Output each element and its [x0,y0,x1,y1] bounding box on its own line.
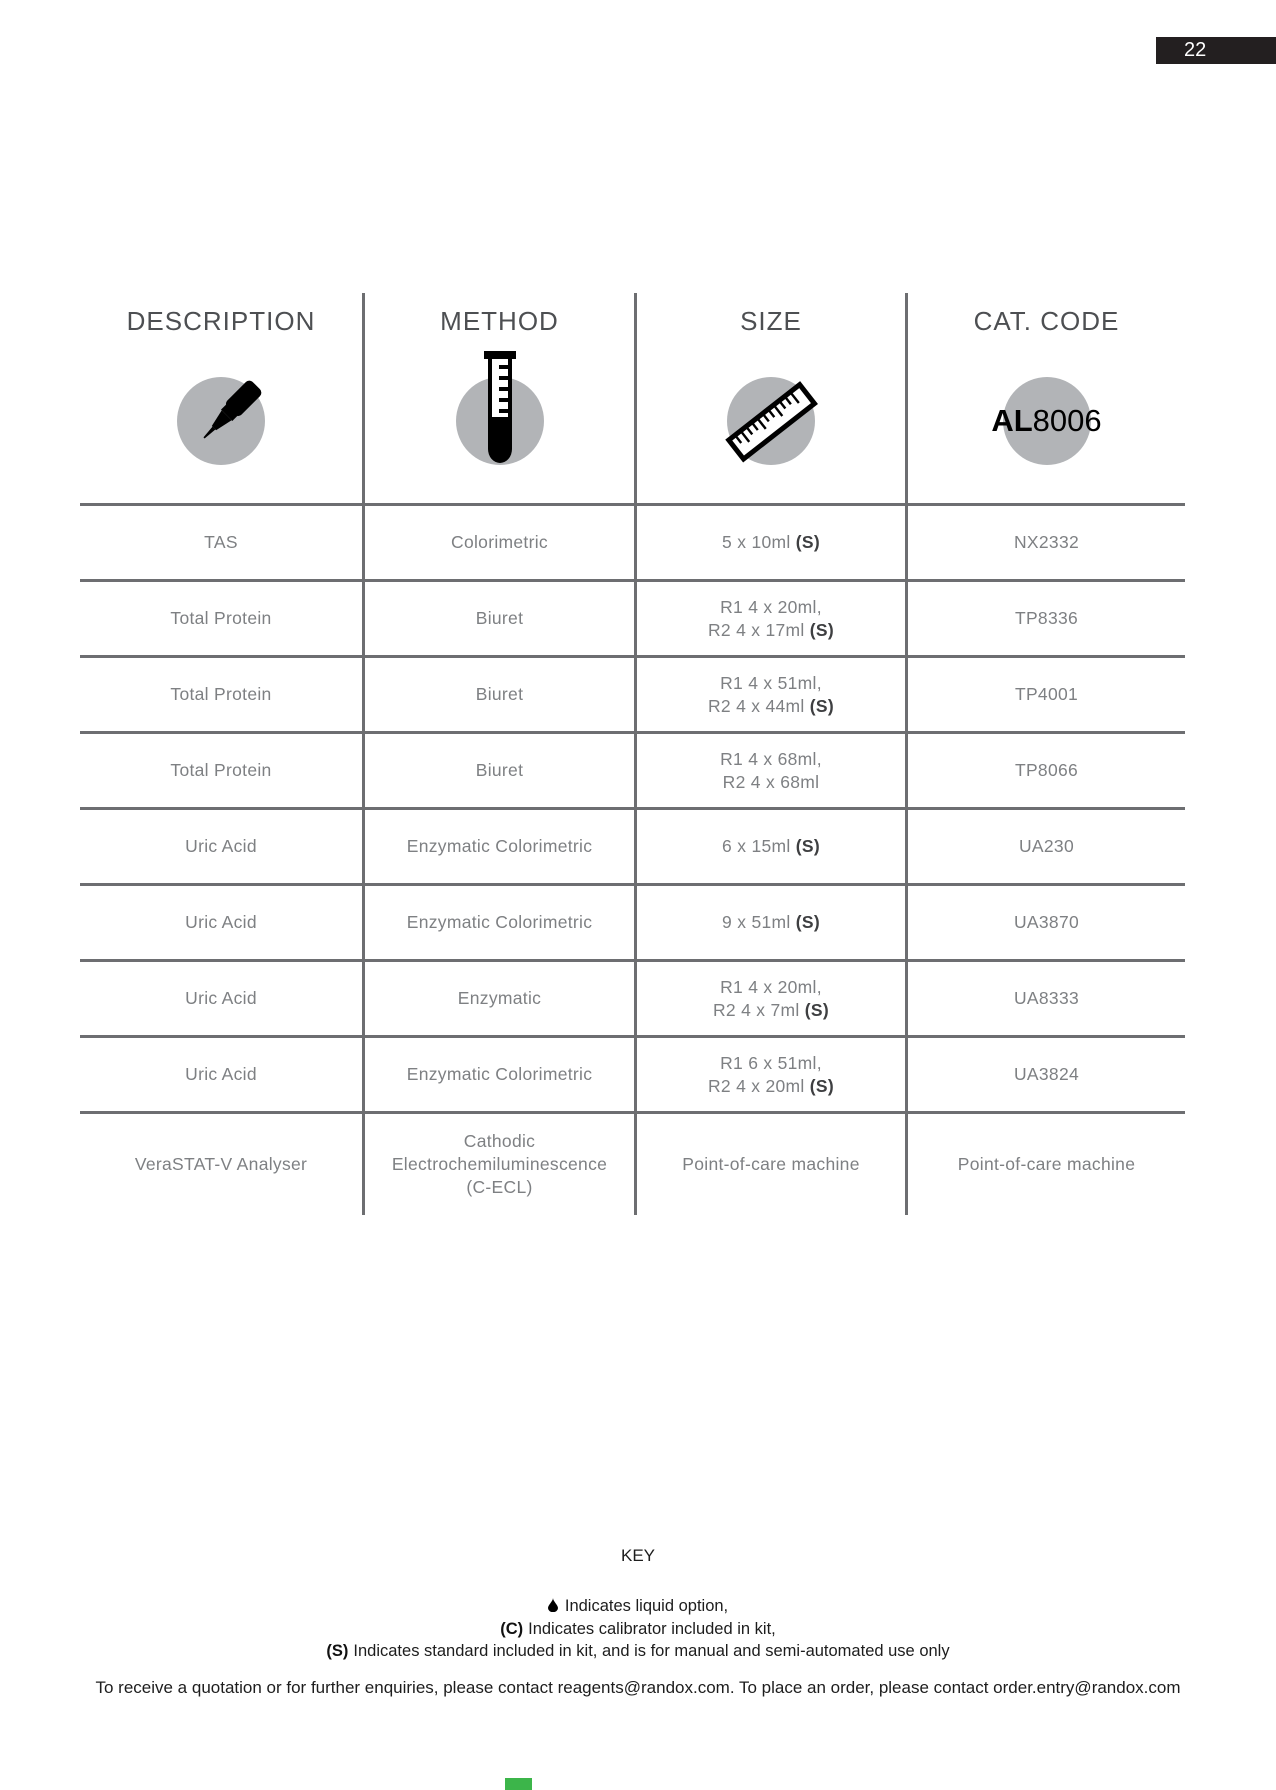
method-cell: Enzymatic [365,959,637,1035]
column-header-method [365,293,637,503]
size-cell: R1 4 x 68ml, R2 4 x 68ml [637,731,908,807]
standard-flag: (S) [795,836,820,856]
table-row [80,503,1185,579]
cat-code-cell: TP8066 [908,731,1185,807]
table-row [80,959,1185,1035]
table-row [80,731,1185,807]
key-item-symbol: (S) [326,1642,349,1660]
table-row [80,579,1185,655]
green-mark [505,1778,532,1790]
size-cell: R1 6 x 51ml, R2 4 x 20ml (S) [637,1035,908,1111]
cat-code-cell: UA3824 [908,1035,1185,1111]
cat-code-cell: NX2332 [908,503,1185,579]
description-cell: Uric Acid [80,883,365,959]
table-body [80,503,1185,1215]
reagent-table [80,293,1185,1215]
size-cell: R1 4 x 20ml, R2 4 x 17ml (S) [637,579,908,655]
description-cell: VeraSTAT-V Analyser [80,1111,365,1215]
description-cell: Total Protein [80,731,365,807]
table-row [80,883,1185,959]
contact-note: To receive a quotation or for further enquiries, please contact reagents@randox.com. To place an order, please contact order.entry@randox.com [95,1678,1181,1697]
key-item-standard [0,1640,1276,1662]
size-cell: 5 x 10ml (S) [637,503,908,579]
description-icon [177,377,265,465]
key-item-text: Indicates standard included in kit, and is for manual and semi-automated use only [353,1642,950,1660]
cat-code-cell: UA8333 [908,959,1185,1035]
key-item-calibrator [0,1618,1276,1640]
column-header-cat-code [908,293,1185,503]
method-cell: Cathodic Electrochemiluminescence (C-ECL) [365,1111,637,1215]
column-label-method: METHOD [440,306,559,336]
standard-flag: (S) [795,532,820,552]
key-list [0,1595,1276,1662]
table-row [80,655,1185,731]
droplet-icon [548,1596,558,1618]
page-number: 22 [1184,39,1207,61]
cat-code-cell: Point-of-care machine [908,1111,1185,1215]
description-cell: Uric Acid [80,807,365,883]
table-row [80,807,1185,883]
column-header-size [637,293,908,503]
size-cell: 9 x 51ml (S) [637,883,908,959]
method-cell: Enzymatic Colorimetric [365,883,637,959]
size-cell: 6 x 15ml (S) [637,807,908,883]
table-header-row [80,293,1185,503]
description-cell: Uric Acid [80,1035,365,1111]
method-cell: Colorimetric [365,503,637,579]
standard-flag: (S) [809,1075,835,1096]
catalog-number-icon [991,377,1102,465]
cat-code-cell: TP8336 [908,579,1185,655]
column-label-description: DESCRIPTION [126,306,316,336]
table-row [80,1035,1185,1111]
description-cell: TAS [80,503,365,579]
key-item-liquid [0,1595,1276,1618]
column-header-description [80,293,365,503]
method-cell: Biuret [365,731,637,807]
description-cell: Total Protein [80,655,365,731]
standard-flag: (S) [809,695,835,716]
page-number-box [1156,37,1276,64]
method-cell: Biuret [365,579,637,655]
size-icon [727,377,815,465]
description-cell: Uric Acid [80,959,365,1035]
catalog-number-sample: AL8006 [991,403,1102,438]
method-cell: Biuret [365,655,637,731]
column-label-size: SIZE [740,306,802,336]
column-label-cat-code: CAT. CODE [973,306,1120,336]
key-item-symbol: (C) [500,1620,524,1638]
method-cell: Enzymatic Colorimetric [365,807,637,883]
key-item-text: Indicates calibrator included in kit, [528,1620,776,1638]
standard-flag: (S) [809,619,835,640]
test-tube-icon [478,351,522,465]
method-icon [456,377,544,465]
cat-code-cell: UA230 [908,807,1185,883]
key-title: KEY [620,1546,656,1565]
table-row [80,1111,1185,1215]
description-cell: Total Protein [80,579,365,655]
cat-code-cell: TP4001 [908,655,1185,731]
standard-flag: (S) [795,912,820,932]
size-cell: R1 4 x 51ml, R2 4 x 44ml (S) [637,655,908,731]
size-cell: Point-of-care machine [637,1111,908,1215]
standard-flag: (S) [804,999,830,1020]
key-item-text: Indicates liquid option, [564,1597,729,1615]
size-cell: R1 4 x 20ml, R2 4 x 7ml (S) [637,959,908,1035]
cat-code-cell: UA3870 [908,883,1185,959]
pen-icon [171,371,271,471]
method-cell: Enzymatic Colorimetric [365,1035,637,1111]
ruler-icon [716,366,826,476]
